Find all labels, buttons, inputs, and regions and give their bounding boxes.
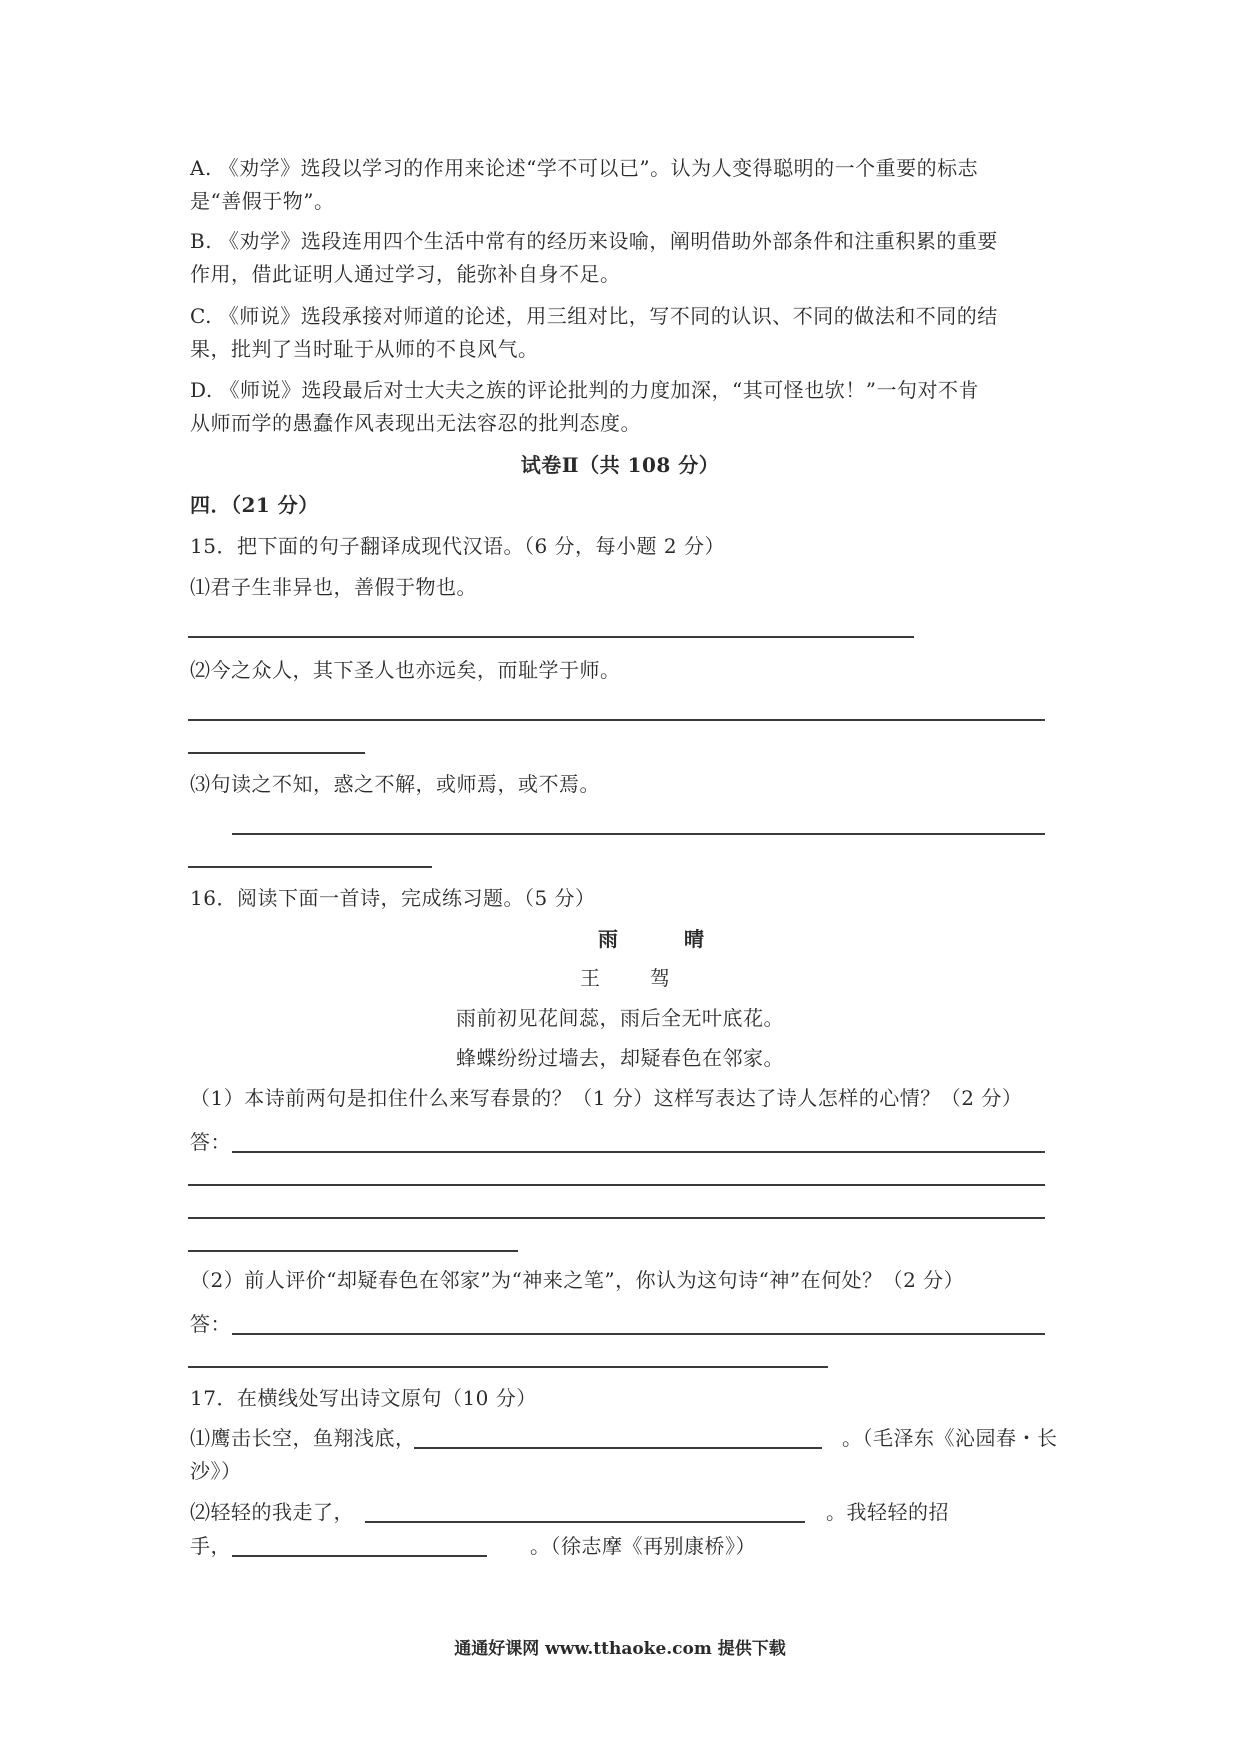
q16-prompt: 16．阅读下面一首诗，完成练习题。（5 分） — [190, 886, 596, 910]
option-d-line2: 从师而学的愚蠢作风表现出无法容忍的批判态度。 — [190, 411, 641, 435]
q15-sentence-1: ⑴君子生非异也，善假于物也。 — [190, 575, 477, 599]
poem-author-char-1: 王 — [580, 966, 601, 990]
q17-item-2-hand: 手， — [190, 1534, 231, 1558]
option-b-line1: B. 《劝学》选段连用四个生活中常有的经历来设喻，阐明借助外部条件和注重积累的重要 — [190, 229, 998, 253]
section-title: 试卷Ⅱ（共 108 分） — [520, 453, 720, 477]
poem-author-char-2: 驾 — [650, 966, 671, 990]
option-d-line1: D. 《师说》选段最后对士大夫之族的评论批判的力度加深，“其可怪也欤！”一句对不肯 — [190, 378, 979, 402]
answer-line[interactable] — [188, 1250, 518, 1252]
q17-prompt: 17．在横线处写出诗文原句（10 分） — [190, 1386, 537, 1410]
poem-title-char-2: 晴 — [684, 927, 705, 951]
answer-line[interactable] — [188, 1184, 1045, 1186]
fill-blank[interactable] — [414, 1447, 822, 1449]
answer-line[interactable] — [188, 719, 1045, 721]
poem-title-char-1: 雨 — [598, 927, 619, 951]
option-a-line2: 是“善假于物”。 — [190, 189, 335, 213]
poem-line-1: 雨前初见花间蕊，雨后全无叶底花。 — [456, 1006, 784, 1030]
option-c-line2: 果，批判了当时耻于从师的不良风气。 — [190, 337, 539, 361]
answer-line[interactable] — [188, 636, 914, 638]
answer-label: 答： — [190, 1130, 231, 1154]
q17-item-2-source: 。（徐志摩《再别康桥》） — [530, 1534, 756, 1558]
option-b-line2: 作用，借此证明人通过学习，能弥补自身不足。 — [190, 262, 621, 286]
q17-item-1-source-cont: 沙》） — [190, 1459, 242, 1483]
q15-sentence-2: ⑵今之众人，其下圣人也亦远矣，而耻学于师。 — [190, 658, 621, 682]
option-c-line1: C. 《师说》选段承接对师道的论述，用三组对比，写不同的认识、不同的做法和不同的结 — [190, 304, 998, 328]
q15-sentence-3: ⑶句读之不知，惑之不解，或师焉，或不焉。 — [190, 772, 600, 796]
q16-subquestion-2: （2）前人评价“却疑春色在邻家”为“神来之笔”，你认为这句诗“神”在何处？（2 分） — [190, 1268, 965, 1292]
answer-line[interactable] — [188, 1217, 1045, 1219]
option-a-line1: A. 《劝学》选段以学习的作用来论述“学不可以已”。认为人变得聪明的一个重要的标志 — [190, 156, 979, 180]
answer-line[interactable] — [188, 1366, 828, 1368]
poem-line-2: 蜂蝶纷纷过墙去，却疑春色在邻家。 — [456, 1046, 784, 1070]
answer-line[interactable] — [188, 752, 365, 754]
q17-item-2-text: ⑵轻轻的我走了， — [190, 1500, 354, 1524]
part-heading: 四．（21 分） — [190, 493, 319, 517]
footer-credit: 通通好课网 www.tthaoke.com 提供下载 — [454, 1639, 786, 1659]
q17-item-1-text: ⑴鹰击长空，鱼翔浅底， — [190, 1426, 416, 1450]
answer-line[interactable] — [232, 1333, 1045, 1335]
answer-line[interactable] — [232, 1151, 1045, 1153]
q17-item-1-source: 。（毛泽东《沁园春・长 — [842, 1426, 1058, 1450]
q17-item-2-mid: 。我轻轻的招 — [826, 1500, 949, 1524]
q15-prompt: 15．把下面的句子翻译成现代汉语。（6 分，每小题 2 分） — [190, 534, 725, 558]
answer-line[interactable] — [232, 833, 1045, 835]
q16-subquestion-1: （1）本诗前两句是扣住什么来写春景的？（1 分）这样写表达了诗人怎样的心情？（2 分） — [190, 1086, 1023, 1110]
fill-blank[interactable] — [365, 1521, 805, 1523]
answer-line[interactable] — [188, 866, 432, 868]
fill-blank[interactable] — [232, 1555, 487, 1557]
answer-label: 答： — [190, 1312, 231, 1336]
